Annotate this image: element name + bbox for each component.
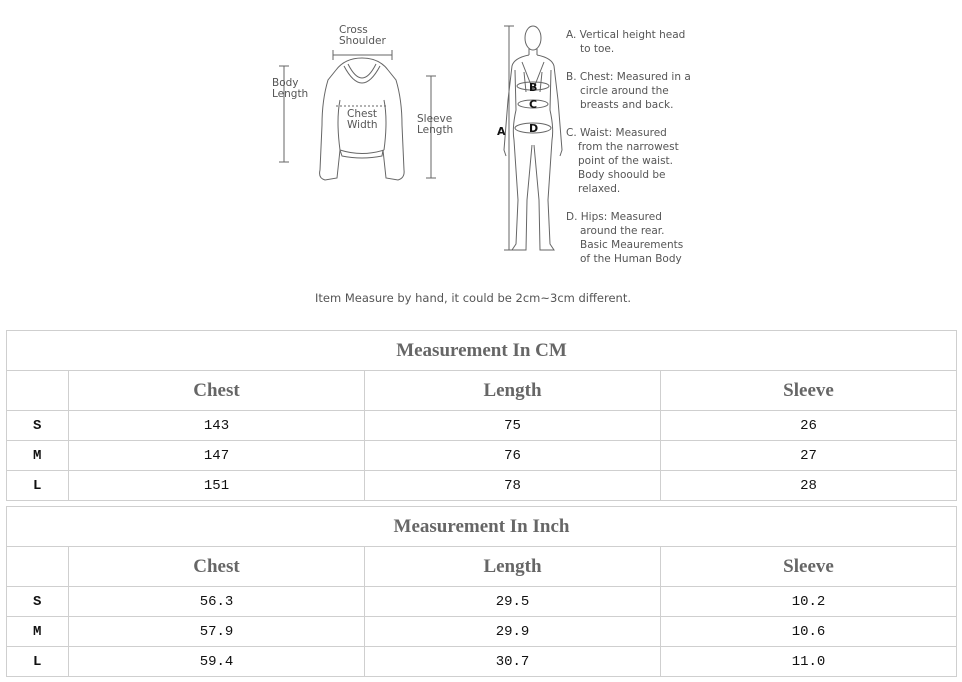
length-value: 29.5 bbox=[365, 587, 661, 617]
size-label: M bbox=[7, 617, 69, 647]
marker-b: B bbox=[529, 81, 538, 94]
size-label: S bbox=[7, 587, 69, 617]
sleeve-value: 10.6 bbox=[661, 617, 957, 647]
sleeve-value: 10.2 bbox=[661, 587, 957, 617]
note-a: A. Vertical height head to toe. bbox=[566, 29, 686, 55]
table-title: Measurement In Inch bbox=[7, 507, 957, 547]
table-row bbox=[7, 587, 957, 617]
marker-d: D bbox=[529, 122, 539, 135]
size-label: L bbox=[7, 471, 69, 501]
chest-value: 56.3 bbox=[69, 587, 365, 617]
size-table-inch bbox=[6, 506, 957, 677]
length-value: 75 bbox=[365, 411, 661, 441]
measure-note: Item Measure by hand, it could be 2cm~3cm different. bbox=[314, 291, 632, 305]
size-table-cm bbox=[6, 330, 957, 501]
length-value: 76 bbox=[365, 441, 661, 471]
column-header-length: Length bbox=[365, 371, 661, 411]
sleeve-value: 28 bbox=[661, 471, 957, 501]
cross-shoulder-label: Cross Shoulder bbox=[339, 24, 386, 47]
chest-value: 143 bbox=[69, 411, 365, 441]
table-row bbox=[7, 471, 957, 501]
column-header-length: Length bbox=[365, 547, 661, 587]
measurement-diagrams bbox=[0, 0, 962, 320]
note-b: B. Chest: Measured in a circle around the breasts and back. bbox=[566, 71, 691, 111]
chest-value: 151 bbox=[69, 471, 365, 501]
table-row bbox=[7, 411, 957, 441]
column-header-sleeve: Sleeve bbox=[661, 547, 957, 587]
empty-header-cell bbox=[7, 371, 69, 411]
chest-value: 57.9 bbox=[69, 617, 365, 647]
note-d: D. Hips: Measured around the rear. Basic Meaurements of the Human Body bbox=[566, 211, 684, 265]
sleeve-value: 27 bbox=[661, 441, 957, 471]
size-label: L bbox=[7, 647, 69, 677]
column-header-sleeve: Sleeve bbox=[661, 371, 957, 411]
chest-value: 59.4 bbox=[69, 647, 365, 677]
column-header-chest: Chest bbox=[69, 547, 365, 587]
sleeve-value: 11.0 bbox=[661, 647, 957, 677]
sleeve-length-label: Sleeve Length bbox=[417, 113, 454, 136]
chest-width-label: Chest Width bbox=[347, 108, 378, 131]
column-header-chest: Chest bbox=[69, 371, 365, 411]
marker-a: A bbox=[497, 125, 506, 138]
length-value: 78 bbox=[365, 471, 661, 501]
human-figure bbox=[504, 26, 562, 250]
marker-c: C bbox=[529, 98, 538, 111]
table-row bbox=[7, 617, 957, 647]
table-title: Measurement In CM bbox=[7, 331, 957, 371]
body-length-label: Body Length bbox=[272, 77, 309, 100]
chest-value: 147 bbox=[69, 441, 365, 471]
empty-header-cell bbox=[7, 547, 69, 587]
length-value: 29.9 bbox=[365, 617, 661, 647]
length-value: 30.7 bbox=[365, 647, 661, 677]
size-label: M bbox=[7, 441, 69, 471]
sleeve-value: 26 bbox=[661, 411, 957, 441]
table-row bbox=[7, 647, 957, 677]
table-row bbox=[7, 441, 957, 471]
note-c: C. Waist: Measured from the narrowest point of the waist. Body shoould be relaxed. bbox=[566, 127, 679, 195]
size-label: S bbox=[7, 411, 69, 441]
